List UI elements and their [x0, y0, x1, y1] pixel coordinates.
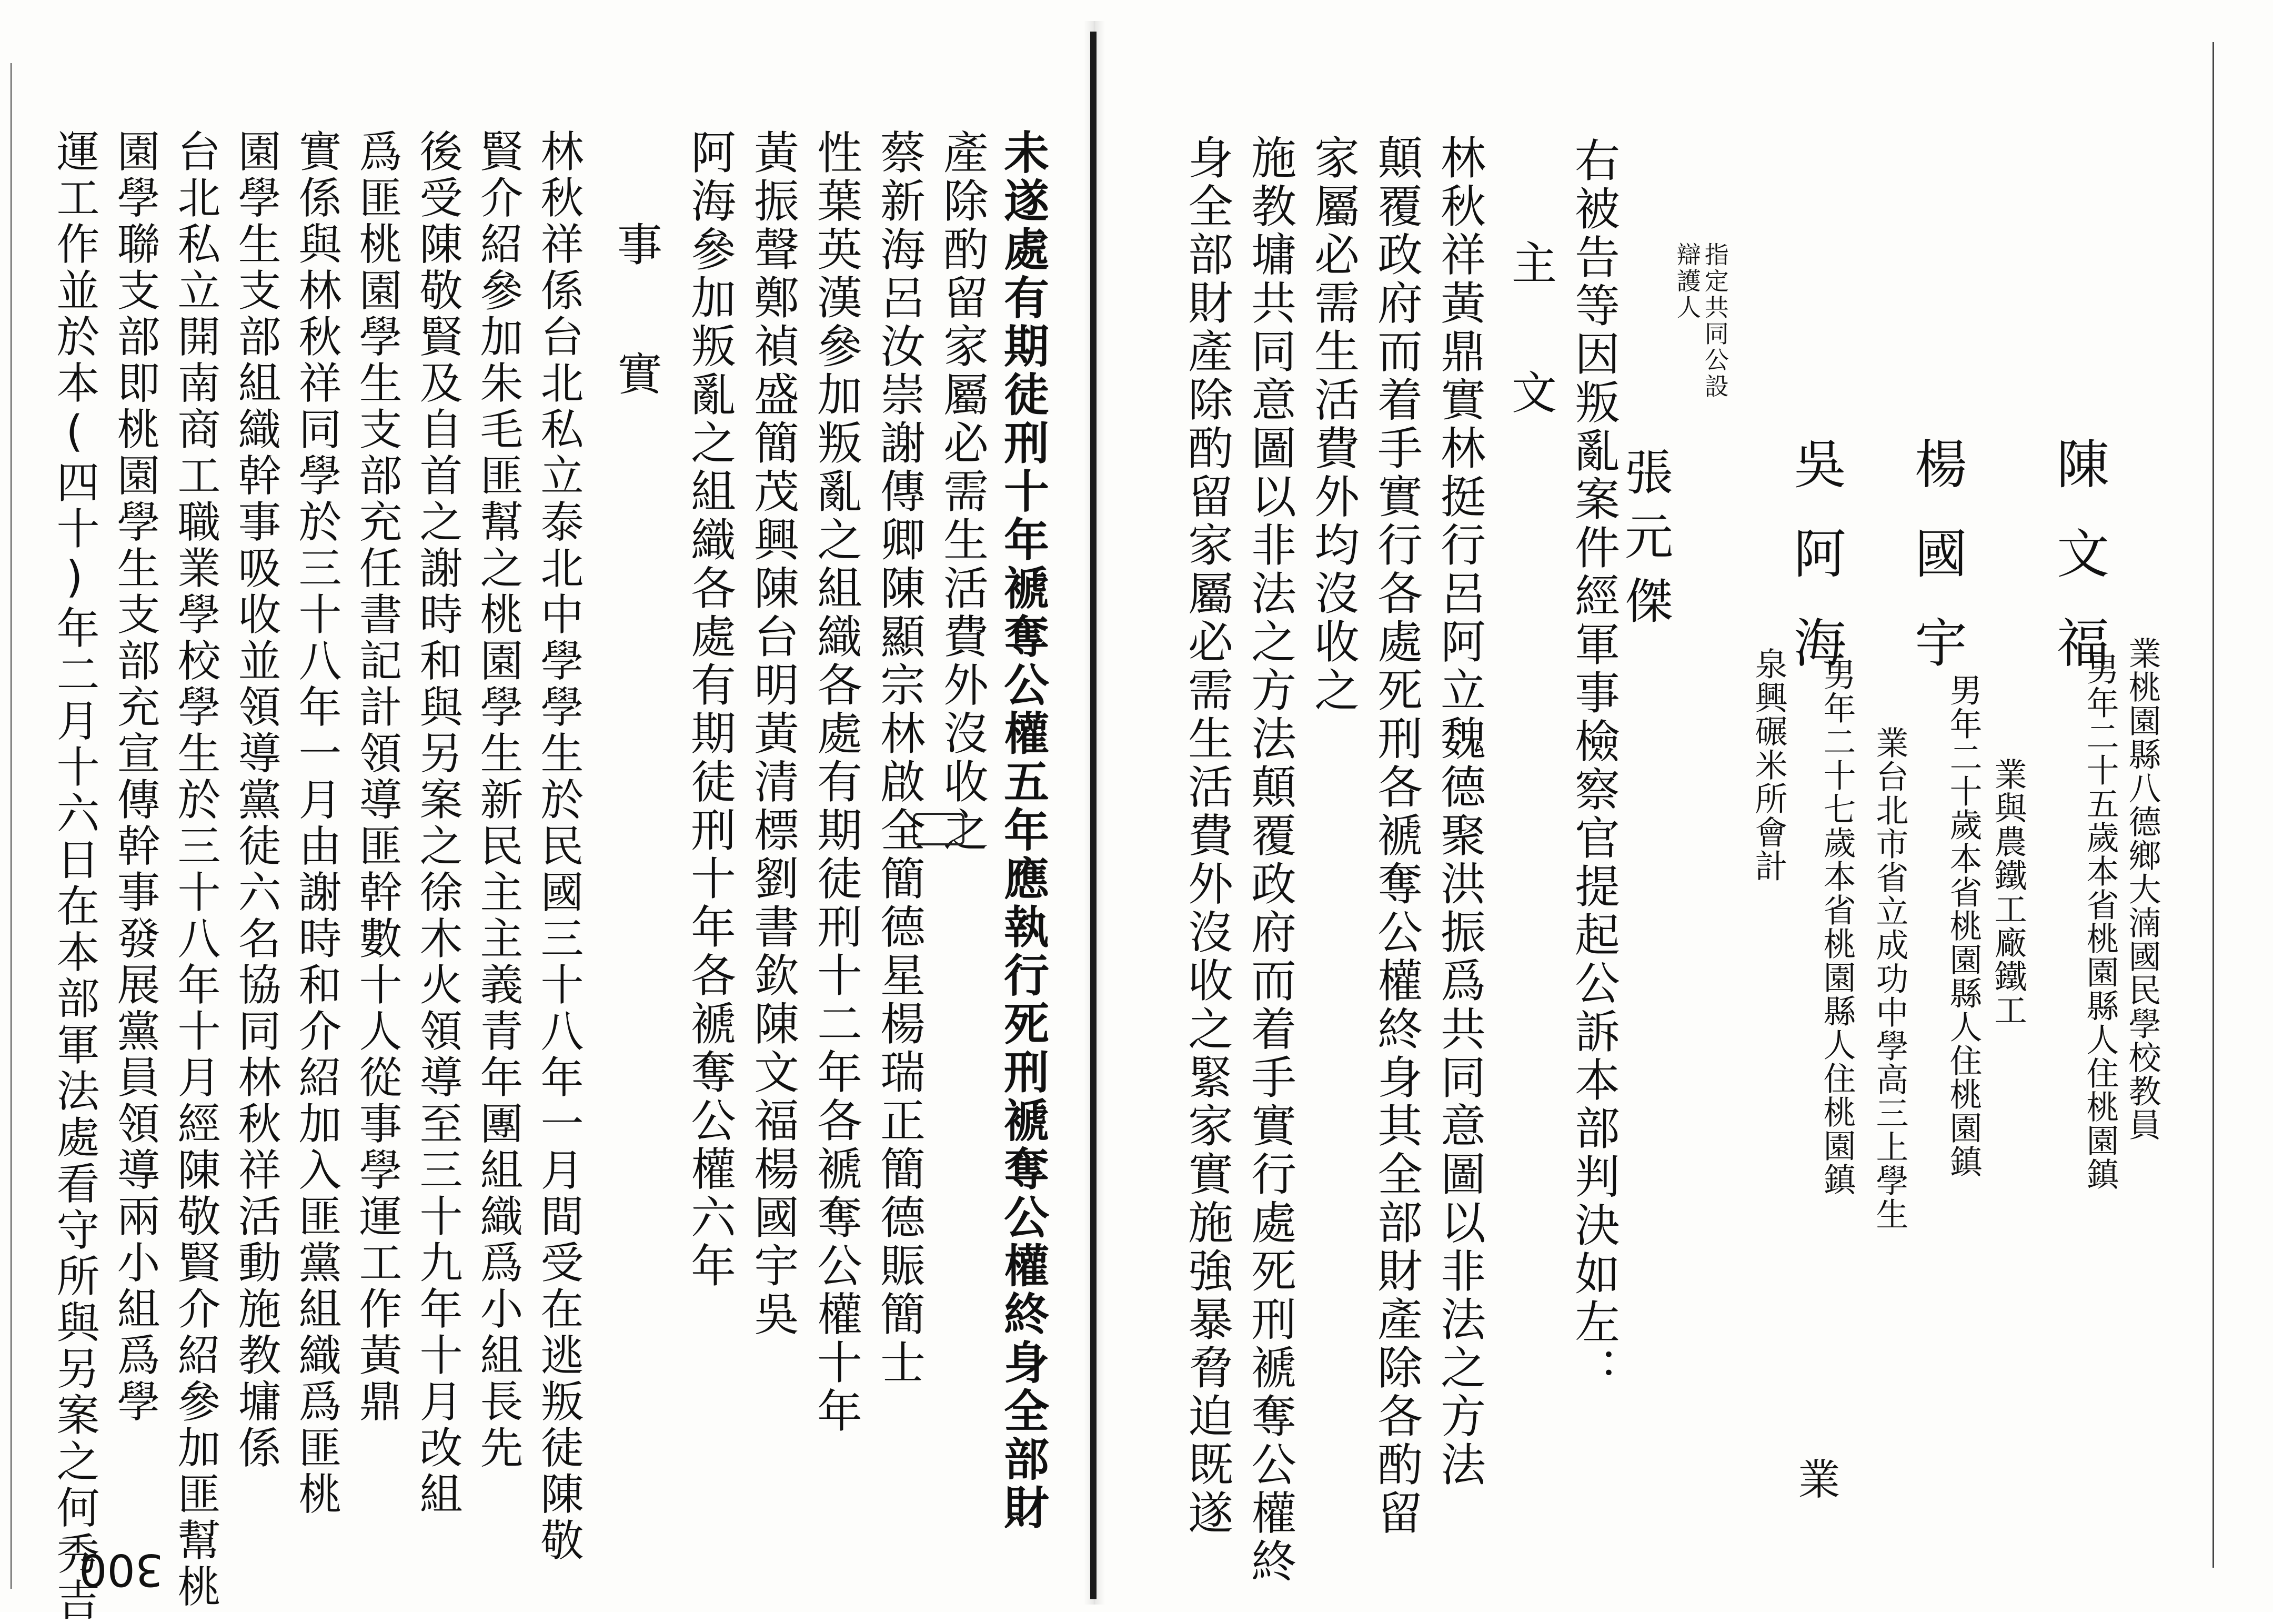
defendant-3-occupation-head: 業	[1791, 1457, 1840, 1500]
facts-line-2: 賢介紹參加朱毛匪幫之桃園學生新民主主義青年團組織爲小組長先	[473, 129, 523, 1471]
main-text-line-3: 家屬必需生活費外均沒收之	[1306, 134, 1359, 715]
main-text-line-6: 未遂處有期徒刑十年褫奪公權五年應執行死刑褫奪公權終身全部財	[996, 129, 1049, 1532]
facts-line-3: 後受陳敬賢及自首之謝時和與另案之徐木火領導至三十九年十月改組	[413, 129, 462, 1518]
section-facts-heading: 事實	[609, 221, 662, 480]
main-text-line-1: 林秋祥黃鼎實林挺行呂阿立魏德聚洪振爲共同意圖以非法之方法	[1433, 134, 1485, 1489]
facts-line-4: 爲匪桃園學生支部充任書記計領導匪幹數十人從事學運工作黃鼎	[352, 129, 402, 1425]
right-page-edge	[2212, 42, 2214, 1568]
book-spine	[1090, 32, 1097, 1599]
page-number: 300	[79, 1544, 164, 1596]
main-text-line-9: 性葉英漢參加叛亂之組織各處有期徒刑十二年各褫奪公權十年	[809, 129, 862, 1436]
main-text-line-11: 阿海參加叛亂之組織各處有期徒刑十年各褫奪公權六年	[683, 129, 736, 1290]
defendant-1-name: 陳文福	[2048, 437, 2109, 705]
defender-title: 指定共同公設辯護人	[1673, 242, 1729, 400]
facts-line-5: 實係與林秋祥同學於三十八年一月由謝時和介紹加入匪黨組織爲匪桃	[291, 129, 341, 1518]
defendant-2-details: 男年二十歲本省桃園縣人住桃園鎮	[1944, 673, 1983, 1178]
main-text-line-5: 身全部財產除酌留家屬必需生活費外沒收之緊家實施強暴脅迫既遂	[1180, 134, 1233, 1538]
defendant-2-occupation: 業與農鐵工廠鐵工	[1989, 758, 2027, 1027]
defendant-3-occupation: 業台北市省立成功中學高三上學生	[1870, 726, 1909, 1231]
facts-line-8: 園學聯支部即桃園學生支部充宣傳幹事發展黨員領導兩小組爲學	[110, 129, 160, 1425]
main-text-line-7: 產除酌留家屬必需生活費外沒收之	[936, 129, 988, 855]
facts-line-7: 台北私立開南商工職業學校學生於三十八年十月經陳敬賢介紹參加匪幫桃	[170, 129, 220, 1610]
defendant-1-occupation: 業桃園縣八德鄉大湳國民學校教員	[2123, 637, 2161, 1142]
defendant-2-name: 楊國宇	[1906, 437, 1967, 705]
case-intro: 右被告等因叛亂案件經軍事檢察官提起公訴本部判決如左：	[1567, 137, 1620, 1395]
section-main-heading: 主文	[1504, 239, 1556, 498]
left-page-edge	[11, 63, 12, 1589]
main-text-line-4: 施教墉共同意圖以非法之方法顛覆政府而着手實行處死刑褫奪公權終	[1243, 134, 1296, 1586]
main-text-line-8: 蔡新海呂汝崇謝傳卿陳顯宗林啟全簡德星楊瑞正簡德賑簡士	[872, 129, 925, 1387]
defendant-3-name: 吳阿海	[1785, 437, 1846, 705]
facts-line-6: 園學生支部組織幹事吸收並領導黨徒六名協同林秋祥活動施教墉係	[231, 129, 281, 1471]
defendant-1-details: 男年二十五歲本省桃園縣人住桃園鎮	[2081, 652, 2119, 1191]
defender-name: 張元傑	[1617, 447, 1673, 640]
defendant-3-details: 男年二十七歲本省桃園縣人住桃園鎮	[1818, 658, 1856, 1196]
main-text-line-2: 顛覆政府而着手實行各處死刑各褫奪公權終身其全部財產除各酌留	[1370, 134, 1422, 1538]
main-text-line-10: 黃振聲鄭禎盛簡茂興陳台明黃清標劉書欽陳文福楊國宇吳	[746, 129, 799, 1339]
facts-line-1: 林秋祥係台北私立泰北中學學生於民國三十八年一月間受在逃叛徒陳敬	[534, 129, 584, 1564]
facts-line-9: 運工作並於本(四十)年二月十六日在本部軍法處看守所與另案之何秀吉	[49, 129, 99, 1624]
defendant-3-occupation-cont: 泉興碾米所會計	[1749, 647, 1788, 883]
